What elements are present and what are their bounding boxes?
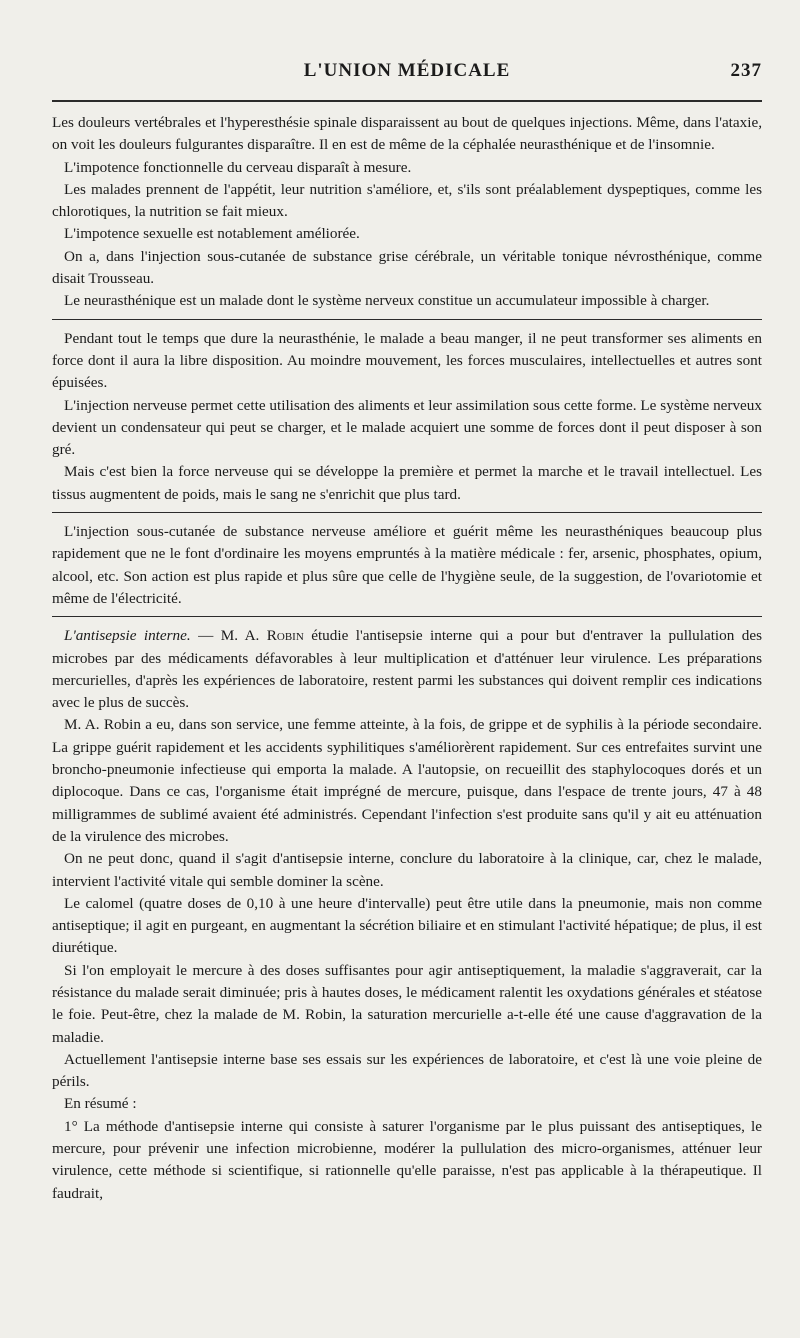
paragraph: On a, dans l'injection sous-cutanée de substance grise cérébrale, un véritable tonique névrosthénique, comme disait Trousseau. bbox=[52, 247, 762, 288]
paragraph: M. A. Robin a eu, dans son service, une femme atteinte, à la fois, de grippe et de syphilis à la période secondaire. La grippe guérit rapidement et les accidents syphilitiques s'améliorèrent rapidement. Sur ces entrefaites survint une broncho-pneumonie infectieuse qui emporta la malade. A l'autopsie, on recueillit des staphylocoques dorés et un diplocoque. Dans ce cas, l'organisme était imprégné de mercure, puisque, dans l'espace de trente jours, 47 à 48 milligrammes de sublimé avaient été administrés. Cependant l'infection s'est produite sans qu'il y ait eu atténuation de la virulence des microbes. bbox=[52, 716, 762, 845]
section-divider bbox=[52, 512, 762, 513]
section-intro-text: étudie l'antisepsie interne qui a pour but d'entraver la pullulation des microbes par des médicaments défavorables à leur multiplication et d'atténuer leur virulence. Les préparations mercurielles, d'après les expériences de laboratoire, restent parmi les substances qui doivent remplir ces indications avec le plus de succès. bbox=[52, 627, 762, 712]
paragraph: L'impotence fonctionnelle du cerveau disparaît à mesure. bbox=[64, 158, 412, 176]
running-head bbox=[52, 52, 762, 88]
paragraph: On ne peut donc, quand il s'agit d'antisepsie interne, conclure du laboratoire à la clinique, car, chez le malade, intervient l'activité vitale qui semble dominer la scène. bbox=[52, 850, 762, 890]
paragraph: L'injection nerveuse permet cette utilisation des aliments et leur assimilation sous cette forme. Le système nerveux devient un condensateur qui peut se charger, et le malade acquiert une somme de forces dont il peut disposer à son gré. bbox=[52, 396, 762, 459]
paragraph: 1° La méthode d'antisepsie interne qui consiste à saturer l'organisme par le plus puissant des antiseptiques, le mercure, pour prévenir une infection microbienne, modérer la pullulation des micro-organismes, atténuer leur virulence, cette méthode si scientifique, si rationnelle qu'elle paraisse, n'est pas applicable à la thérapeutique. Il faudrait, bbox=[52, 1117, 762, 1202]
paragraph: L'impotence sexuelle est notablement améliorée. bbox=[64, 225, 360, 243]
header-rule bbox=[52, 100, 762, 102]
journal-title: L'UNION MÉDICALE bbox=[303, 60, 511, 81]
section-title: L'antisepsie interne. bbox=[64, 627, 191, 645]
summary-heading: En résumé : bbox=[64, 1095, 137, 1113]
author-name: Robin bbox=[266, 627, 304, 645]
paragraph: Le calomel (quatre doses de 0,10 à une heure d'intervalle) peut être utile dans la pneumonie, mais non comme antiseptique; il agit en purgeant, en augmentant la sécrétion biliaire et en stimulant l'activité hépatique; de plus, il est diurétique. bbox=[52, 894, 762, 957]
paragraph: Le neurasthénique est un malade dont le système nerveux constitue un accumulateur impossible à charger. bbox=[64, 292, 710, 310]
paragraph: Pendant tout le temps que dure la neurasthénie, le malade a beau manger, il ne peut transformer ses aliments en force dont il aura la libre disposition. Au moindre mouvement, les forces musculaires, intellectuelles et autres sont épuisées. bbox=[52, 329, 762, 392]
paragraph: Mais c'est bien la force nerveuse qui se développe la première et permet la marche et le travail intellectuel. Les tissus augmentent de poids, mais le sang ne s'enrichit que plus tard. bbox=[52, 463, 762, 503]
paragraph: Actuellement l'antisepsie interne base ses essais sur les expériences de laboratoire, et c'est là une voie pleine de périls. bbox=[52, 1050, 762, 1091]
section-divider bbox=[52, 319, 762, 320]
page-number: 237 bbox=[730, 60, 762, 81]
section-intro-paragraph bbox=[52, 625, 762, 714]
body-text bbox=[52, 112, 762, 1205]
paragraph: Les malades prennent de l'appétit, leur nutrition s'améliore, et, s'ils sont préalablement dyspeptiques, comme les chlorotiques, la nutrition se fait mieux. bbox=[52, 180, 762, 221]
section-dash: — M. A. bbox=[190, 627, 267, 645]
section-divider bbox=[52, 616, 762, 617]
paragraph: Les douleurs vertébrales et l'hyperesthésie spinale disparaissent au bout de quelques injections. Même, dans l'ataxie, on voit les douleurs fulgurantes disparaître. Il en est de même de la céphalée neurasthénique et de l'insomnie. bbox=[52, 114, 762, 154]
paragraph: Si l'on employait le mercure à des doses suffisantes pour agir antiseptiquement, la maladie s'aggraverait, car la résistance du malade serait diminuée; pris à hautes doses, le médicament ralentit les oxydations générales et stéatose le foie. Peut-être, chez la malade de M. Robin, la saturation mercurielle a-t-elle été une cause d'aggravation de la maladie. bbox=[52, 961, 762, 1046]
paragraph: L'injection sous-cutanée de substance nerveuse améliore et guérit même les neurasthéniques beaucoup plus rapidement que ne le font d'ordinaire les moyens empruntés à la matière médicale : fer, arsenic, phosphates, opium, alcool, etc. Son action est plus rapide et plus sûre que celle de l'hygiène seule, de la suggestion, de l'ovariotomie et même de l'électricité. bbox=[52, 523, 762, 607]
